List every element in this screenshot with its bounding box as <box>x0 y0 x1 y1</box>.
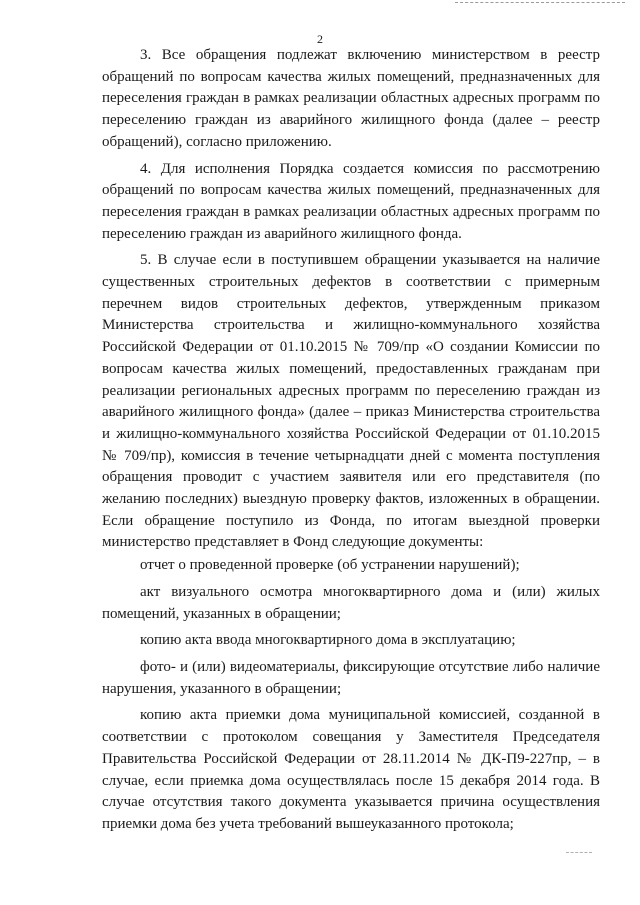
paragraph-5: 5. В случае если в поступившем обращении указывается на наличие существенных строительных дефектов в соответствии с примерным перечнем видов строительных дефектов, утвержденным приказом Министерства строительства и жилищно-коммунального хозяйства Российской Федерации от 01.10.2015 № 709/пр «О создании Комиссии по вопросам качества жилых помещений, предоставленных гражданам при реализации региональных адресных программ по переселению граждан из аварийного жилищного фонда» (далее – приказ Министерства строительства и жилищно-коммунального хозяйства Российской Федерации от 01.10.2015 № 709/пр), комиссия в течение четырнадцати дней с момента поступления обращения проводит с участием заявителя или его представителя (по желанию последних) выездную проверку фактов, изложенных в обращении. Если обращение поступило из Фонда, по итогам выездной проверки министерство представляет в Фонд следующие документы: <box>102 252 600 551</box>
list-item: отчет о проведенной проверке (об устранении нарушений); <box>140 557 520 574</box>
list-item: копию акта приемки дома муниципальной комиссией, созданной в соответствии с протоколом совещания у Заместителя Председателя Правительства Российской Федерации от 28.11.2014 № ДК-П9-227пр, – в случае, если приемка дома осуществлялась после 15 декабря 2014 года. В случае отсутствия такого документа указывается причина осуществления приемки дома без учета требований вышеуказанного протокола; <box>102 707 600 832</box>
page-number: 2 <box>317 32 323 46</box>
paragraph-4: 4. Для исполнения Порядка создается комиссия по рассмотрению обращений по вопросам качества жилых помещений, предназначенных для переселения граждан в рамках реализации областных адресных программ по переселению граждан из аварийного жилищного фонда. <box>102 160 600 242</box>
paragraph-3: 3. Все обращения подлежат включению министерством в реестр обращений по вопросам качества жилых помещений, предназначенных для переселения граждан в рамках реализации областных адресных программ по переселению граждан из аварийного жилищного фонда (далее – реестр обращений), согласно приложению. <box>102 47 600 150</box>
corner-scan-mark <box>566 852 592 853</box>
top-scan-rule <box>455 2 625 3</box>
list-item: копию акта ввода многоквартирного дома в эксплуатацию; <box>140 632 516 649</box>
list-item: фото- и (или) видеоматериалы, фиксирующие отсутствие либо наличие нарушения, указанного в обращении; <box>102 658 600 697</box>
list-item: акт визуального осмотра многоквартирного дома и (или) жилых помещений, указанных в обращении; <box>102 583 600 622</box>
document-body <box>102 45 600 841</box>
